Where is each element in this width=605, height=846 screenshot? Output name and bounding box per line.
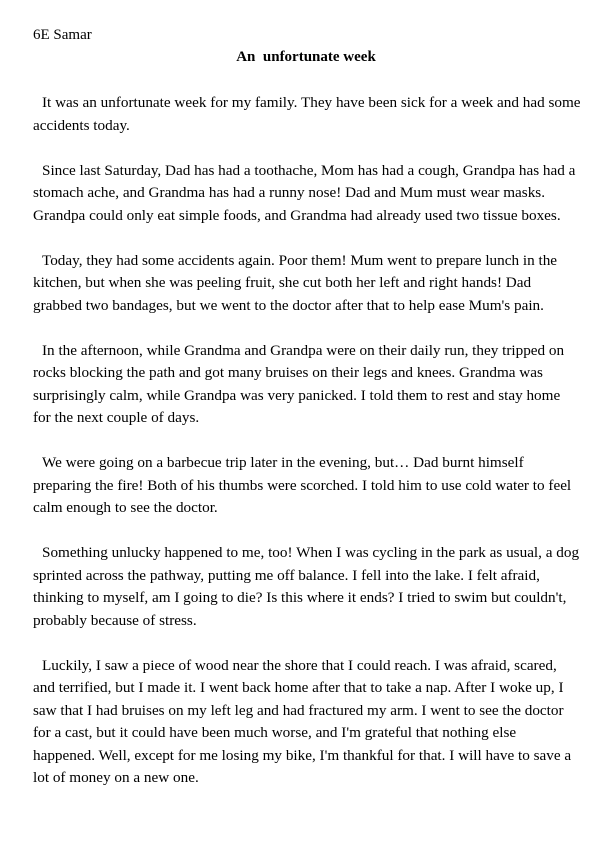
paragraph-7: Luckily, I saw a piece of wood near the shore that I could reach. I was afraid, scared, and terrified, but I made it. I went back home after that to take a nap. After I woke up, I saw that I had bruises on my left leg and had fractured my arm. I went to see the doctor for a cast, but it could have been much worse, and I'm grateful that nothing else happened. Well, except for me losing my bike, I'm thankful for that. I will have to save a lot of money on a new one. bbox=[33, 656, 572, 786]
author-line: 6E Samar bbox=[33, 27, 92, 43]
document-body bbox=[33, 92, 581, 790]
document-title: An unfortunate week bbox=[236, 49, 376, 65]
paragraph-4: In the afternoon, while Grandma and Grandpa were on their daily run, they tripped on rocks blocking the path and got many bruises on their legs and knees. Grandma was surprisingly calm, while Grandpa was very panicked. I told them to rest and stay home for the next couple of days. bbox=[33, 341, 565, 426]
paragraph-6: Something unlucky happened to me, too! When I was cycling in the park as usual, a dog sprinted across the pathway, putting me off balance. I fell into the lake. I felt afraid, thinking to myself, am I going to die? Is this where it ends? I tried to swim but couldn't, probably because of stress. bbox=[33, 544, 580, 629]
paragraph-3: Today, they had some accidents again. Poor them! Mum went to prepare lunch in the kitchen, but when she was peeling fruit, she cut both her left and right hands! Dad grabbed two bandages, but we went to the doctor after that to help ease Mum's pain. bbox=[33, 251, 558, 314]
paragraph-5: We were going on a barbecue trip later in the evening, but… Dad burnt himself preparing the fire! Both of his thumbs were scorched. I told him to use cold water to feel calm enough to see the doctor. bbox=[33, 454, 572, 516]
paragraph-2: Since last Saturday, Dad has had a toothache, Mom has had a cough, Grandpa has had a stomach ache, and Grandma has had a runny nose! Dad and Mum must wear masks. Grandpa could only eat simple foods, and Grandma had already used two tissue boxes. bbox=[33, 161, 576, 224]
paragraph-1: It was an unfortunate week for my family. They have been sick for a week and had some accidents today. bbox=[33, 94, 581, 134]
